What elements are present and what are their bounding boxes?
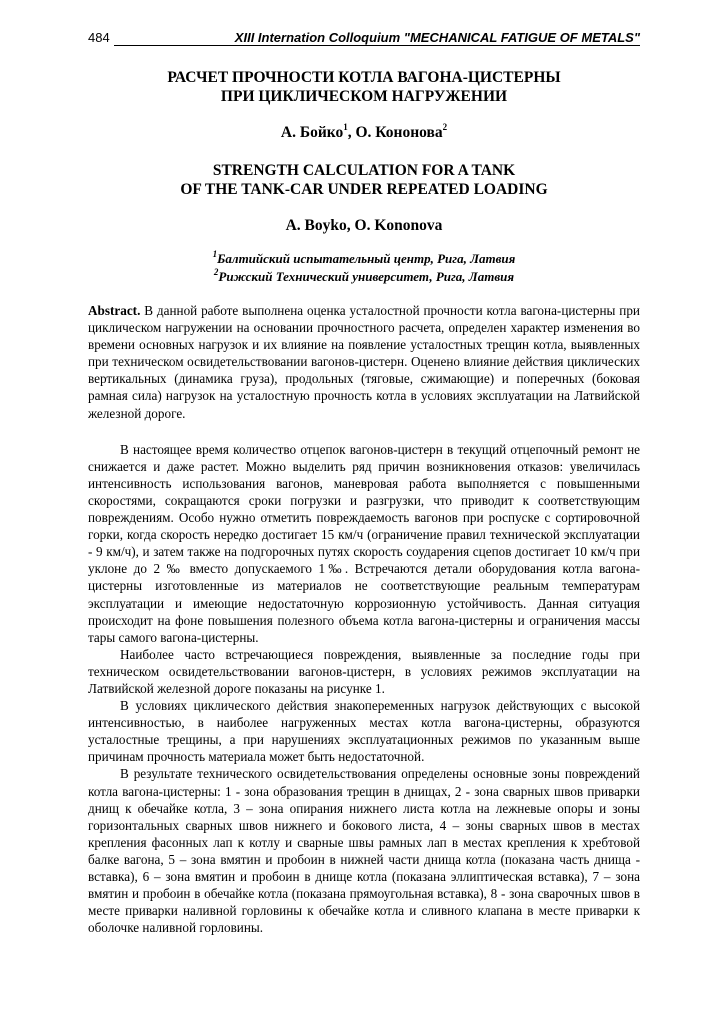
- abstract: [88, 302, 640, 422]
- body-paragraph-1: В настоящее время количество отцепок вагонов-цистерн в текущий отцепочный ремонт не снижается и даже растет. Можно выделить ряд причин возникновения отказов: увеличилась интенсивность использования вагонов, маневровая работа выполняется с повышенными скоростями, сокращаются сроки погрузки и разгрузки, что приводит к соответствующим повреждениям. Особо нужно отметить повреждаемость вагонов при роспуске с сортировочной горки, когда скорость нередко достигает 15 км/ч (ограничение правил технической эксплуатации - 9 км/ч), и затем также на подгорочных путях скорость соударения сцепов достигает 10 км/ч при уклоне до 2 ‰ вместо допускаемого 1‰. Встречаются детали оборудования котла вагона-цистерны изготовленные из материалов не соответствующие реальным температурам эксплуатации и имеющие недостаточную коррозионную устойчивость. Данная ситуация происходит на фоне повышения полезного объема котла вагона-цистерны и ограничения массы тары самого вагона-цистерны.: [88, 441, 640, 645]
- abstract-text: В данной работе выполнена оценка усталостной прочности котла вагона-цистерны при циклическом нагружении на основании прочностного расчета, определен характер изменения во времени основных нагрузок и их влияние на появление усталостных трещин котла, выявленных при техническом освидетельствовании вагонов-цистерн. Оценено влияние действия циклических вертикальных (динамика груза), продольных (тяговые, сжимающие) и поперечных (боковая рамная сила) нагрузок на усталостную прочность котла в условиях эксплуатации на Латвийской железной дороге.: [88, 303, 640, 421]
- body-paragraph-2: Наиболее часто встречающиеся повреждения, выявленные за последние годы при техническом освидетельствовании вагонов-цистерн, в условиях режимов эксплуатации на Латвийской железной дороге показаны на рисунке 1.: [88, 646, 640, 696]
- body-text: [88, 441, 640, 937]
- affiliation-2-mark: 2: [213, 266, 219, 277]
- page-number: 484: [88, 30, 110, 45]
- affiliation-2: [88, 268, 640, 286]
- body-paragraph-3: В условиях циклического действия знакопеременных нагрузок действующих с высокой интенсивностью, в наиболее нагруженных местах котла вагона-цистерны, образуются усталостные трещины, а при нарушениях эксплуатационных режимов по указанным выше причинам прочность материала может быть недостаточной.: [88, 698, 640, 765]
- title-russian-line-1: РАСЧЕТ ПРОЧНОСТИ КОТЛА ВАГОНА-ЦИСТЕРНЫ: [167, 69, 561, 86]
- author-2-name: О. Кононова: [355, 124, 443, 141]
- title-russian: [88, 68, 640, 106]
- title-english: [88, 161, 640, 199]
- authors-russian: [88, 123, 640, 143]
- header-rule: [114, 45, 640, 46]
- author-separator: ,: [347, 124, 356, 141]
- title-russian-line-2: ПРИ ЦИКЛИЧЕСКОМ НАГРУЖЕНИИ: [220, 88, 508, 105]
- author-1-name: А. Бойко: [280, 124, 344, 141]
- author-2-affiliation-mark: 2: [442, 121, 448, 132]
- title-english-line-1: STRENGTH CALCULATION FOR A TANK: [212, 162, 516, 179]
- authors-english: A. Boyko, O. Kononova: [285, 217, 443, 234]
- conference-title: XIII Internation Colloquium "MECHANICAL FATIGUE OF METALS": [234, 30, 640, 45]
- author-1-affiliation-mark: 1: [343, 121, 348, 132]
- affiliation-1: [88, 250, 640, 268]
- body-paragraph-4: В результате технического освидетельствования определены основные зоны повреждений котла вагона-цистерны: 1 - зона образования трещин в днищах, 2 - зона сварных швов приварки днищ к обечайке котла, 3 – зона опирания нижнего листа котла на лежневые опоры и зоны горизонтальных сварных швов нижнего и бокового листа, 4 – зоны сварных швов в местах крепления фасонных лап к котлу и сварные швы рамных лап в местах крепления к хребтовой балке вагона, 5 – зона вмятин и пробоин в нижней части днища котла (показана часть днища - вставка), 6 – зона вмятин и пробоин в днище котла (показана эллиптическая вставка), 7 – зона вмятин и пробоин в обечайке котла (показана прямоугольная вставка), 8 - зона сварочных швов в месте приварки наливной горловины к обечайке котла и сливного клапана в месте приварки к оболочке наливной горловины.: [88, 766, 640, 936]
- affiliation-1-mark: 1: [212, 248, 218, 259]
- title-english-line-2: OF THE TANK-CAR UNDER REPEATED LOADING: [180, 181, 548, 198]
- running-header: [88, 30, 640, 50]
- abstract-label: Abstract.: [88, 303, 141, 318]
- affiliations: [88, 250, 640, 286]
- paper-page: [88, 30, 640, 936]
- affiliation-1-text: Балтийский испытательный центр, Рига, Латвия: [217, 251, 516, 266]
- affiliation-2-text: Рижский Технический университет, Рига, Латвия: [218, 269, 515, 284]
